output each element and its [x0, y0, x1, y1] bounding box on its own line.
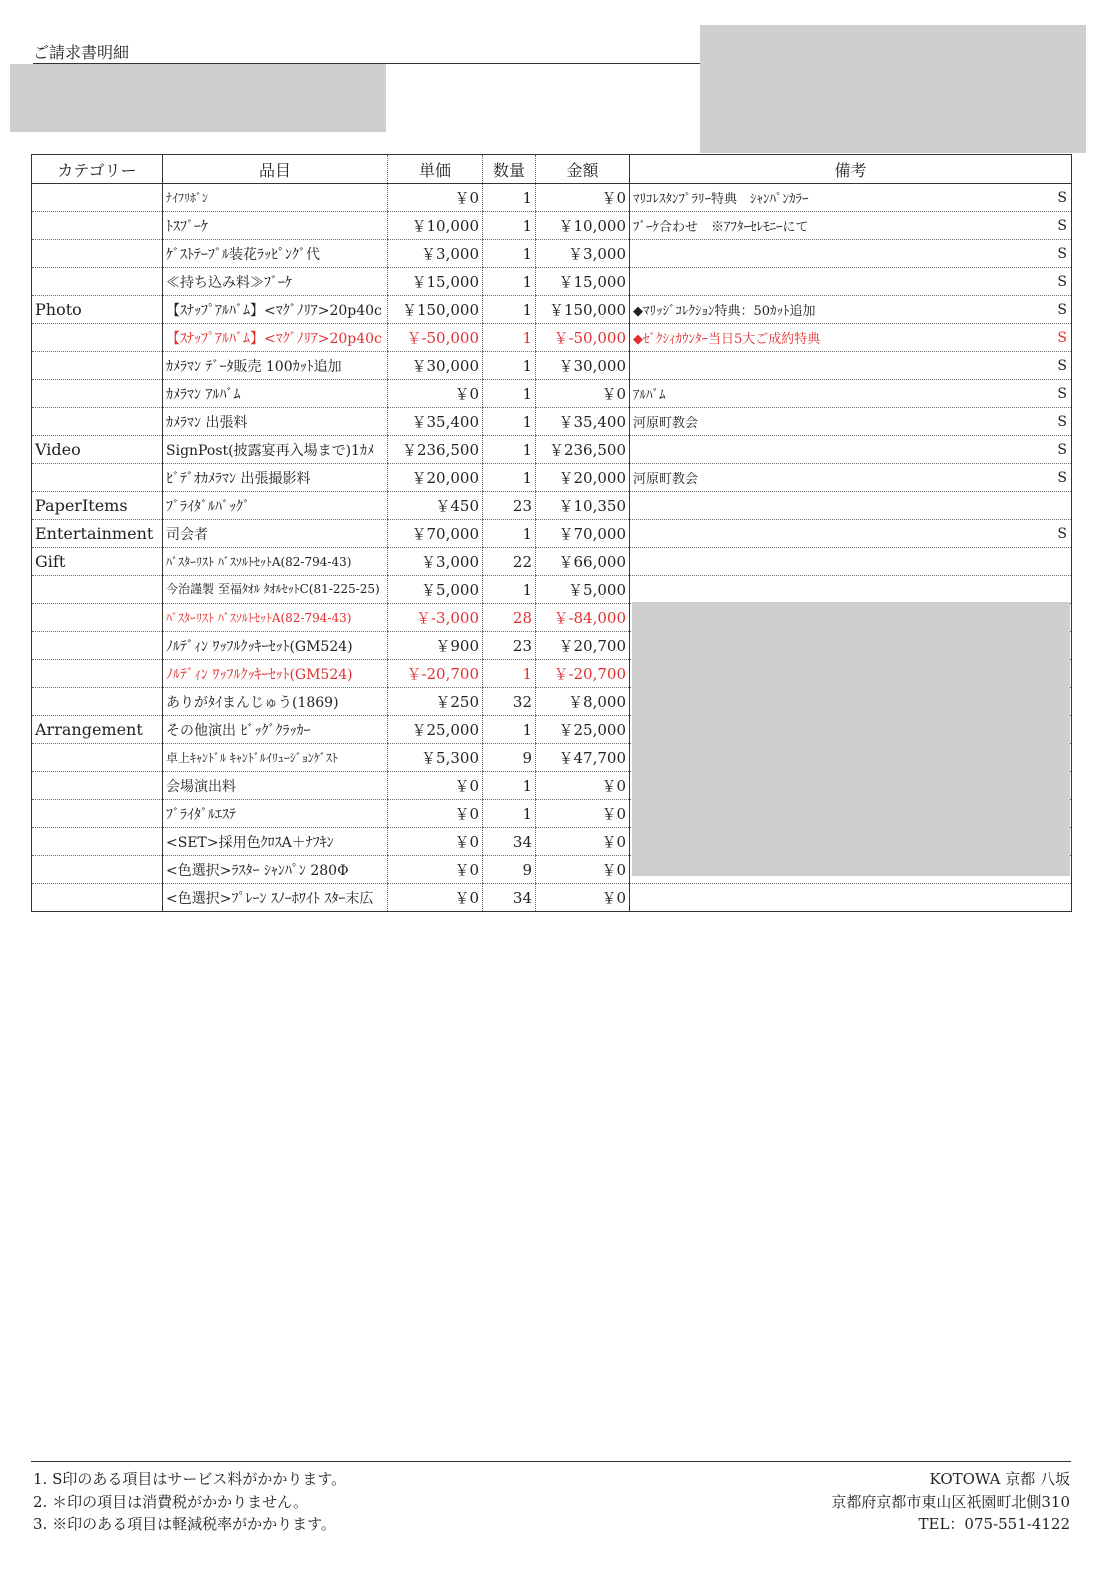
table-row — [32, 296, 1072, 324]
cell-unit-price: ￥3,000 — [388, 548, 483, 576]
cell-amount: ￥3,000 — [536, 240, 630, 268]
cell-amount: ￥10,350 — [536, 492, 630, 520]
cell-amount: ￥0 — [536, 772, 630, 800]
cell-unit-price: ￥450 — [388, 492, 483, 520]
table-header-row — [32, 155, 1072, 184]
cell-unit-price: ￥25,000 — [388, 716, 483, 744]
table-row — [32, 520, 1072, 548]
service-mark: S — [1057, 217, 1067, 234]
cell-category: Photo — [32, 296, 163, 324]
service-mark: S — [1057, 273, 1067, 290]
table-row — [32, 408, 1072, 436]
cell-item: ｶﾒﾗﾏﾝ ｱﾙﾊﾞﾑ — [163, 380, 388, 408]
cell-amount: ￥0 — [536, 184, 630, 212]
cell-item: その他演出 ﾋﾞｯｸﾞｸﾗｯｶｰ — [163, 716, 388, 744]
cell-item: ﾉﾙﾃﾞｨﾝ ﾜｯﾌﾙｸｯｷｰｾｯﾄ(GM524) — [163, 632, 388, 660]
cell-category — [32, 268, 163, 296]
remarks-text: 河原町教会 — [633, 472, 699, 487]
cell-quantity: 9 — [483, 856, 536, 884]
cell-category — [32, 744, 163, 772]
cell-quantity: 1 — [483, 520, 536, 548]
cell-unit-price: ￥0 — [388, 772, 483, 800]
redacted-block-remarks — [632, 602, 1070, 876]
cell-unit-price: ￥0 — [388, 884, 483, 912]
cell-amount: ￥20,700 — [536, 632, 630, 660]
table-row — [32, 464, 1072, 492]
cell-unit-price: ￥250 — [388, 688, 483, 716]
cell-amount: ￥-50,000 — [536, 324, 630, 352]
cell-item: ﾊﾞｽﾀｰﾘｽﾄ ﾊﾞｽｿﾙﾄｾｯﾄA(82-794-43) — [163, 604, 388, 632]
cell-category: Video — [32, 436, 163, 464]
company-name: KOTOWA 京都 八坂 — [929, 1470, 1070, 1488]
cell-unit-price: ￥-50,000 — [388, 324, 483, 352]
cell-item: <SET>採用色ｸﾛｽA＋ﾅﾌｷﾝ — [163, 828, 388, 856]
redacted-block-recipient — [10, 64, 386, 132]
cell-remarks — [630, 436, 1072, 464]
cell-item: ﾌﾞﾗｲﾀﾞﾙｴｽﾃ — [163, 800, 388, 828]
cell-category — [32, 324, 163, 352]
cell-remarks — [630, 296, 1072, 324]
cell-item: ｹﾞｽﾄﾃｰﾌﾞﾙ装花ﾗｯﾋﾟﾝｸﾞ代 — [163, 240, 388, 268]
cell-quantity: 9 — [483, 744, 536, 772]
table-row — [32, 184, 1072, 212]
service-mark: S — [1057, 245, 1067, 262]
cell-unit-price: ￥5,000 — [388, 576, 483, 604]
cell-item: 【ｽﾅｯﾌﾟｱﾙﾊﾞﾑ】<ﾏｸﾞﾉﾘｱ>20p40c — [163, 296, 388, 324]
cell-quantity: 1 — [483, 296, 536, 324]
company-address: 京都府京都市東山区祇園町北側310 — [831, 1492, 1070, 1511]
cell-category — [32, 604, 163, 632]
cell-item: ﾄｽﾌﾞｰｹ — [163, 212, 388, 240]
table-row — [32, 884, 1072, 912]
remarks-text: ﾌﾞｰｹ合わせ ※ｱﾌﾀｰｾﾚﾓﾆｰにて — [633, 220, 809, 235]
footer-note: 2. ＊印の項目は消費税がかかりません。 — [33, 1492, 308, 1511]
cell-quantity: 22 — [483, 548, 536, 576]
cell-unit-price: ￥35,400 — [388, 408, 483, 436]
cell-amount: ￥70,000 — [536, 520, 630, 548]
company-info — [831, 1468, 1070, 1536]
remarks-text: ◆ﾏﾘｯｼﾞｺﾚｸｼｮﾝ特典：50ｶｯﾄ追加 — [633, 304, 816, 319]
page-title: ご請求書明細 — [33, 43, 130, 62]
cell-category — [32, 884, 163, 912]
header-quantity: 数量 — [483, 155, 536, 184]
cell-amount: ￥236,500 — [536, 436, 630, 464]
table-row — [32, 548, 1072, 576]
cell-remarks — [630, 884, 1072, 912]
cell-category — [32, 856, 163, 884]
header-amount: 金額 — [536, 155, 630, 184]
cell-remarks — [630, 268, 1072, 296]
cell-amount: ￥35,400 — [536, 408, 630, 436]
cell-amount: ￥0 — [536, 800, 630, 828]
cell-remarks — [630, 464, 1072, 492]
cell-category: Gift — [32, 548, 163, 576]
cell-amount: ￥-20,700 — [536, 660, 630, 688]
cell-remarks — [630, 576, 1072, 604]
cell-quantity: 34 — [483, 828, 536, 856]
cell-category — [32, 380, 163, 408]
service-mark: S — [1057, 301, 1067, 318]
footer-rule — [31, 1461, 1071, 1462]
cell-item: 司会者 — [163, 520, 388, 548]
cell-remarks — [630, 212, 1072, 240]
cell-item: ｶﾒﾗﾏﾝ 出張料 — [163, 408, 388, 436]
cell-unit-price: ￥0 — [388, 800, 483, 828]
cell-amount: ￥-84,000 — [536, 604, 630, 632]
cell-category — [32, 352, 163, 380]
cell-quantity: 1 — [483, 268, 536, 296]
cell-item: ≪持ち込み料≫ﾌﾞｰｹ — [163, 268, 388, 296]
cell-amount: ￥30,000 — [536, 352, 630, 380]
cell-category — [32, 184, 163, 212]
cell-unit-price: ￥15,000 — [388, 268, 483, 296]
cell-amount: ￥0 — [536, 884, 630, 912]
cell-quantity: 34 — [483, 884, 536, 912]
cell-category — [32, 660, 163, 688]
cell-amount: ￥15,000 — [536, 268, 630, 296]
header-item: 品目 — [163, 155, 388, 184]
cell-unit-price: ￥150,000 — [388, 296, 483, 324]
cell-unit-price: ￥10,000 — [388, 212, 483, 240]
cell-amount: ￥0 — [536, 856, 630, 884]
cell-quantity: 23 — [483, 632, 536, 660]
cell-item: 今治謹製 至福ﾀｵﾙ ﾀｵﾙｾｯﾄC(81-225-25) — [163, 576, 388, 604]
cell-amount: ￥5,000 — [536, 576, 630, 604]
cell-unit-price: ￥-3,000 — [388, 604, 483, 632]
cell-quantity: 1 — [483, 800, 536, 828]
cell-unit-price: ￥-20,700 — [388, 660, 483, 688]
cell-quantity: 1 — [483, 576, 536, 604]
remarks-text: 河原町教会 — [633, 416, 699, 431]
cell-item: <色選択>ﾌﾟﾚｰﾝ ｽﾉｰﾎﾜｲﾄ ｽﾀｰ末広 — [163, 884, 388, 912]
table-row — [32, 324, 1072, 352]
cell-category — [32, 240, 163, 268]
cell-quantity: 32 — [483, 688, 536, 716]
cell-item: ｶﾒﾗﾏﾝ ﾃﾞｰﾀ販売 100ｶｯﾄ追加 — [163, 352, 388, 380]
service-mark: S — [1057, 469, 1067, 486]
cell-category — [32, 576, 163, 604]
table-row — [32, 492, 1072, 520]
cell-amount: ￥8,000 — [536, 688, 630, 716]
service-mark: S — [1057, 525, 1067, 542]
cell-category: Arrangement — [32, 716, 163, 744]
cell-category: Entertainment — [32, 520, 163, 548]
cell-amount: ￥0 — [536, 828, 630, 856]
cell-category — [32, 772, 163, 800]
cell-remarks — [630, 520, 1072, 548]
cell-remarks — [630, 184, 1072, 212]
cell-category — [32, 632, 163, 660]
cell-remarks — [630, 408, 1072, 436]
cell-item: ﾅｲﾌﾘﾎﾞﾝ — [163, 184, 388, 212]
footer-note: 1. S印のある項目はサービス料がかかります。 — [33, 1470, 347, 1488]
redacted-block-header — [700, 25, 1086, 153]
cell-unit-price: ￥20,000 — [388, 464, 483, 492]
cell-unit-price: ￥30,000 — [388, 352, 483, 380]
cell-amount: ￥25,000 — [536, 716, 630, 744]
cell-remarks — [630, 352, 1072, 380]
cell-amount: ￥47,700 — [536, 744, 630, 772]
table-row — [32, 576, 1072, 604]
remarks-text: ﾏﾘｺﾚｽﾀﾝﾌﾟﾗﾘｰ特典 ｼｬﾝﾊﾟﾝｶﾗｰ — [633, 192, 809, 207]
table-row — [32, 240, 1072, 268]
table-row — [32, 436, 1072, 464]
cell-unit-price: ￥0 — [388, 380, 483, 408]
cell-unit-price: ￥900 — [388, 632, 483, 660]
cell-category — [32, 464, 163, 492]
footer-notes — [33, 1468, 346, 1536]
cell-category — [32, 212, 163, 240]
cell-item: ﾌﾞﾗｲﾀﾞﾙﾊﾞｯｸﾞ — [163, 492, 388, 520]
service-mark: S — [1057, 329, 1067, 346]
cell-category — [32, 828, 163, 856]
company-tel: TEL：075-551-4122 — [918, 1515, 1070, 1533]
cell-item: 【ｽﾅｯﾌﾟｱﾙﾊﾞﾑ】<ﾏｸﾞﾉﾘｱ>20p40c — [163, 324, 388, 352]
header-remarks: 備考 — [630, 155, 1072, 184]
cell-quantity: 1 — [483, 212, 536, 240]
cell-unit-price: ￥70,000 — [388, 520, 483, 548]
cell-quantity: 28 — [483, 604, 536, 632]
cell-remarks — [630, 548, 1072, 576]
footer-note: 3. ※印のある項目は軽減税率がかかります。 — [33, 1515, 336, 1533]
table-row — [32, 380, 1072, 408]
cell-quantity: 1 — [483, 408, 536, 436]
cell-unit-price: ￥3,000 — [388, 240, 483, 268]
cell-remarks — [630, 324, 1072, 352]
cell-unit-price: ￥0 — [388, 184, 483, 212]
cell-remarks — [630, 240, 1072, 268]
cell-quantity: 1 — [483, 240, 536, 268]
cell-item: 会場演出料 — [163, 772, 388, 800]
service-mark: S — [1057, 441, 1067, 458]
cell-remarks — [630, 380, 1072, 408]
cell-category — [32, 688, 163, 716]
cell-unit-price: ￥0 — [388, 828, 483, 856]
cell-quantity: 23 — [483, 492, 536, 520]
cell-unit-price: ￥5,300 — [388, 744, 483, 772]
cell-category — [32, 408, 163, 436]
cell-item: ﾋﾞﾃﾞｵｶﾒﾗﾏﾝ 出張撮影料 — [163, 464, 388, 492]
cell-quantity: 1 — [483, 772, 536, 800]
service-mark: S — [1057, 189, 1067, 206]
cell-item: ありがﾀｲまんじゅう(1869) — [163, 688, 388, 716]
header-unit-price: 単価 — [388, 155, 483, 184]
cell-item: <色選択>ﾗｽﾀｰ ｼｬﾝﾊﾟﾝ 280Φ — [163, 856, 388, 884]
cell-category — [32, 800, 163, 828]
service-mark: S — [1057, 413, 1067, 430]
cell-item: ﾊﾞｽﾀｰﾘｽﾄ ﾊﾞｽｿﾙﾄｾｯﾄA(82-794-43) — [163, 548, 388, 576]
table-row — [32, 212, 1072, 240]
remarks-text: ｱﾙﾊﾞﾑ — [633, 388, 666, 403]
cell-quantity: 1 — [483, 380, 536, 408]
cell-quantity: 1 — [483, 184, 536, 212]
cell-quantity: 1 — [483, 324, 536, 352]
cell-amount: ￥0 — [536, 380, 630, 408]
header-category: カテゴリー — [32, 155, 163, 184]
cell-amount: ￥150,000 — [536, 296, 630, 324]
cell-quantity: 1 — [483, 464, 536, 492]
cell-unit-price: ￥236,500 — [388, 436, 483, 464]
cell-amount: ￥10,000 — [536, 212, 630, 240]
service-mark: S — [1057, 385, 1067, 402]
cell-amount: ￥20,000 — [536, 464, 630, 492]
cell-item: SignPost(披露宴再入場まで)1ｶﾒ — [163, 436, 388, 464]
cell-quantity: 1 — [483, 352, 536, 380]
remarks-text: ◆ｾﾞｸｼｨｶｳﾝﾀｰ当日5大ご成約特典 — [633, 332, 821, 347]
table-row — [32, 268, 1072, 296]
table-row — [32, 352, 1072, 380]
cell-quantity: 1 — [483, 716, 536, 744]
cell-remarks — [630, 492, 1072, 520]
service-mark: S — [1057, 357, 1067, 374]
cell-amount: ￥66,000 — [536, 548, 630, 576]
cell-category: PaperItems — [32, 492, 163, 520]
cell-item: 卓上ｷｬﾝﾄﾞﾙ ｷｬﾝﾄﾞﾙｲﾘｭｰｼﾞｮﾝｹﾞｽﾄ — [163, 744, 388, 772]
cell-quantity: 1 — [483, 660, 536, 688]
cell-item: ﾉﾙﾃﾞｨﾝ ﾜｯﾌﾙｸｯｷｰｾｯﾄ(GM524) — [163, 660, 388, 688]
cell-unit-price: ￥0 — [388, 856, 483, 884]
cell-quantity: 1 — [483, 436, 536, 464]
